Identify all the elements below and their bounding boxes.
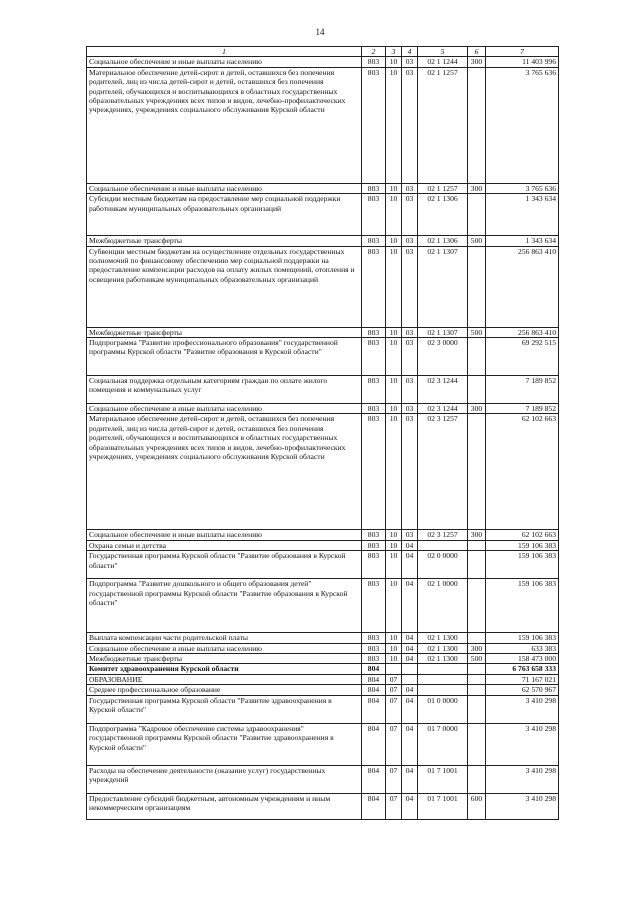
cell-rz xyxy=(386,664,402,674)
cell-sum: 256 863 410 xyxy=(486,246,559,327)
table-row xyxy=(87,765,559,793)
cell-ved: 804 xyxy=(362,765,386,793)
cell-ved: 804 xyxy=(362,664,386,674)
cell-ved: 803 xyxy=(362,530,386,540)
cell-name: Предоставление субсидий бюджетным, автономным учреждениям и иным некоммерческим организациям xyxy=(87,793,362,819)
cell-pr: 03 xyxy=(402,530,418,540)
cell-csr: 02 1 1244 xyxy=(418,57,468,67)
cell-name: Материальное обеспечение детей-сирот и детей, оставшихся без попечения родителей, лиц из числа детей-сирот и детей, оставшихся без попечения родителей, обучающихся и воспитывающихся в областных государственных образовательных учреждениях всех типов и видов, лечебно-профилактических учреждениях, учреждениях социального обслуживания Курской области xyxy=(87,414,362,530)
header-col-ved: 2 xyxy=(362,47,386,57)
cell-sum: 256 863 410 xyxy=(486,327,559,337)
cell-vr: 300 xyxy=(468,57,486,67)
cell-sum: 6 763 658 333 xyxy=(486,664,559,674)
cell-ved: 804 xyxy=(362,793,386,819)
cell-pr xyxy=(402,674,418,684)
cell-csr xyxy=(418,664,468,674)
cell-pr: 03 xyxy=(402,57,418,67)
cell-rz: 10 xyxy=(386,551,402,579)
cell-ved: 804 xyxy=(362,695,386,723)
cell-pr: 04 xyxy=(402,551,418,579)
cell-vr xyxy=(468,765,486,793)
cell-ved: 803 xyxy=(362,643,386,653)
cell-rz: 10 xyxy=(386,633,402,643)
cell-ved: 803 xyxy=(362,551,386,579)
cell-name: Социальное обеспечение и иные выплаты населению xyxy=(87,643,362,653)
cell-rz: 10 xyxy=(386,643,402,653)
cell-name: Расходы на обеспечение деятельности (оказание услуг) государственных учреждений xyxy=(87,765,362,793)
cell-csr: 02 1 1300 xyxy=(418,654,468,664)
cell-vr xyxy=(468,579,486,633)
header-col-csr: 5 xyxy=(418,47,468,57)
cell-name: Социальное обеспечение и иные выплаты населению xyxy=(87,57,362,67)
cell-ved: 803 xyxy=(362,579,386,633)
cell-name: Комитет здравоохранения Курской области xyxy=(87,664,362,674)
cell-sum: 3 410 298 xyxy=(486,765,559,793)
cell-csr: 02 1 1257 xyxy=(418,183,468,193)
cell-ved: 804 xyxy=(362,674,386,684)
cell-rz: 10 xyxy=(386,579,402,633)
cell-vr: 500 xyxy=(468,236,486,246)
cell-name: Социальное обеспечение и иные выплаты населению xyxy=(87,530,362,540)
cell-name: Материальное обеспечение детей-сирот и детей, оставшихся без попечения родителей, лиц из числа детей-сирот и детей, оставшихся без попечения родителей, обучающихся и воспитывающихся в областных государственных образовательных учреждениях всех типов и видов, лечебно-профилактических учреждениях, учреждениях социального обслуживания Курской области xyxy=(87,67,362,183)
table-row xyxy=(87,67,559,183)
cell-name: ОБРАЗОВАНИЕ xyxy=(87,674,362,684)
table-row xyxy=(87,551,559,579)
cell-sum: 7 189 852 xyxy=(486,404,559,414)
cell-sum: 7 189 852 xyxy=(486,376,559,404)
cell-pr: 04 xyxy=(402,695,418,723)
cell-vr xyxy=(468,540,486,550)
cell-name: Социальное обеспечение и иные выплаты населению xyxy=(87,404,362,414)
cell-sum: 62 102 663 xyxy=(486,414,559,530)
table-row xyxy=(87,654,559,664)
cell-vr xyxy=(468,723,486,765)
cell-vr xyxy=(468,633,486,643)
table-row xyxy=(87,404,559,414)
cell-csr: 02 1 1300 xyxy=(418,643,468,653)
cell-rz: 07 xyxy=(386,695,402,723)
cell-rz: 10 xyxy=(386,338,402,376)
cell-sum: 69 292 515 xyxy=(486,338,559,376)
cell-csr: 02 1 1257 xyxy=(418,67,468,183)
cell-sum: 11 403 996 xyxy=(486,57,559,67)
cell-ved: 803 xyxy=(362,57,386,67)
cell-rz: 07 xyxy=(386,765,402,793)
cell-name: Межбюджетные трансферты xyxy=(87,236,362,246)
cell-name: Подпрограмма "Развитие дошкольного и общего образования детей" государственной программы Курской области "Развитие образования в Курской области" xyxy=(87,579,362,633)
cell-vr xyxy=(468,695,486,723)
cell-rz: 07 xyxy=(386,674,402,684)
cell-ved: 803 xyxy=(362,327,386,337)
cell-rz: 07 xyxy=(386,685,402,695)
cell-pr: 04 xyxy=(402,579,418,633)
cell-pr: 03 xyxy=(402,183,418,193)
cell-rz: 10 xyxy=(386,540,402,550)
cell-pr: 04 xyxy=(402,765,418,793)
cell-sum: 1 343 634 xyxy=(486,194,559,236)
cell-csr: 02 3 1257 xyxy=(418,414,468,530)
cell-name: Государственная программа Курской области "Развитие здравоохранения в Курской области" xyxy=(87,695,362,723)
table-row xyxy=(87,633,559,643)
cell-ved: 804 xyxy=(362,723,386,765)
cell-csr: 02 3 1244 xyxy=(418,376,468,404)
cell-pr: 03 xyxy=(402,194,418,236)
cell-csr: 02 1 1300 xyxy=(418,633,468,643)
cell-pr: 03 xyxy=(402,246,418,327)
cell-name: Подпрограмма "Кадровое обеспечение системы здравоохранения" государственной программы Курской области "Развитие здравоохранения в Курской области" xyxy=(87,723,362,765)
cell-pr: 04 xyxy=(402,654,418,664)
cell-pr: 03 xyxy=(402,376,418,404)
cell-pr: 03 xyxy=(402,414,418,530)
table-row xyxy=(87,183,559,193)
cell-csr: 02 1 1306 xyxy=(418,236,468,246)
cell-sum: 62 102 663 xyxy=(486,530,559,540)
cell-csr: 02 3 1257 xyxy=(418,530,468,540)
cell-vr: 500 xyxy=(468,654,486,664)
cell-ved: 803 xyxy=(362,246,386,327)
cell-vr xyxy=(468,551,486,579)
table-row xyxy=(87,236,559,246)
cell-csr: 01 7 0000 xyxy=(418,723,468,765)
cell-sum: 159 106 383 xyxy=(486,551,559,579)
cell-rz: 10 xyxy=(386,246,402,327)
cell-sum: 1 343 634 xyxy=(486,236,559,246)
cell-name: Среднее профессиональное образование xyxy=(87,685,362,695)
cell-rz: 10 xyxy=(386,327,402,337)
cell-vr xyxy=(468,664,486,674)
budget-table xyxy=(86,46,559,820)
cell-pr: 03 xyxy=(402,404,418,414)
cell-ved: 803 xyxy=(362,183,386,193)
cell-csr: 01 7 1001 xyxy=(418,765,468,793)
table-row xyxy=(87,376,559,404)
cell-vr xyxy=(468,376,486,404)
cell-csr xyxy=(418,674,468,684)
cell-ved: 803 xyxy=(362,414,386,530)
cell-name: Межбюджетные трансферты xyxy=(87,654,362,664)
cell-csr: 02 1 0000 xyxy=(418,579,468,633)
table-row xyxy=(87,685,559,695)
cell-ved: 803 xyxy=(362,67,386,183)
cell-vr: 500 xyxy=(468,327,486,337)
cell-vr xyxy=(468,67,486,183)
cell-sum: 158 473 000 xyxy=(486,654,559,664)
cell-sum: 3 765 636 xyxy=(486,67,559,183)
cell-pr: 03 xyxy=(402,67,418,183)
cell-sum: 159 106 383 xyxy=(486,579,559,633)
cell-ved: 803 xyxy=(362,376,386,404)
table-row xyxy=(87,530,559,540)
table-row xyxy=(87,246,559,327)
cell-name: Государственная программа Курской области "Развитие образования в Курской области" xyxy=(87,551,362,579)
cell-ved: 803 xyxy=(362,540,386,550)
cell-ved: 803 xyxy=(362,194,386,236)
cell-rz: 10 xyxy=(386,654,402,664)
cell-pr: 03 xyxy=(402,338,418,376)
cell-vr xyxy=(468,194,486,236)
cell-ved: 803 xyxy=(362,633,386,643)
cell-rz: 07 xyxy=(386,723,402,765)
cell-sum: 62 570 967 xyxy=(486,685,559,695)
header-col-name: 1 xyxy=(87,47,362,57)
header-col-vr: 6 xyxy=(468,47,486,57)
cell-vr xyxy=(468,674,486,684)
cell-pr: 04 xyxy=(402,643,418,653)
cell-name: Субсидии местным бюджетам на предоставление мер социальной поддержки работникам муниципальных образовательных организаций xyxy=(87,194,362,236)
cell-csr: 02 3 0000 xyxy=(418,338,468,376)
cell-rz: 10 xyxy=(386,57,402,67)
cell-ved: 803 xyxy=(362,654,386,664)
cell-rz: 07 xyxy=(386,793,402,819)
table-row xyxy=(87,643,559,653)
header-row xyxy=(87,47,559,57)
cell-name: Выплата компенсации части родительской платы xyxy=(87,633,362,643)
cell-name: Межбюджетные трансферты xyxy=(87,327,362,337)
cell-csr xyxy=(418,685,468,695)
table-row xyxy=(87,57,559,67)
cell-rz: 10 xyxy=(386,414,402,530)
cell-csr: 02 1 1307 xyxy=(418,327,468,337)
cell-vr: 300 xyxy=(468,183,486,193)
cell-sum: 3 765 636 xyxy=(486,183,559,193)
cell-sum: 3 410 298 xyxy=(486,723,559,765)
table-row xyxy=(87,194,559,236)
table-row xyxy=(87,664,559,674)
table-row xyxy=(87,540,559,550)
cell-rz: 10 xyxy=(386,236,402,246)
cell-sum: 3 410 298 xyxy=(486,695,559,723)
cell-pr xyxy=(402,664,418,674)
cell-pr: 04 xyxy=(402,793,418,819)
table-row xyxy=(87,327,559,337)
cell-pr: 04 xyxy=(402,633,418,643)
cell-rz: 10 xyxy=(386,404,402,414)
cell-csr: 02 1 1307 xyxy=(418,246,468,327)
cell-name: Охрана семьи и детства xyxy=(87,540,362,550)
cell-vr xyxy=(468,246,486,327)
cell-pr: 03 xyxy=(402,327,418,337)
cell-csr: 02 0 0000 xyxy=(418,551,468,579)
cell-vr: 300 xyxy=(468,404,486,414)
cell-csr: 01 7 1001 xyxy=(418,793,468,819)
cell-name: Социальное обеспечение и иные выплаты населению xyxy=(87,183,362,193)
cell-csr: 02 3 1244 xyxy=(418,404,468,414)
table-row xyxy=(87,793,559,819)
table-row xyxy=(87,579,559,633)
cell-csr xyxy=(418,540,468,550)
cell-vr xyxy=(468,685,486,695)
cell-csr: 01 0 0000 xyxy=(418,695,468,723)
table-row xyxy=(87,695,559,723)
table-row xyxy=(87,674,559,684)
header-col-pr: 4 xyxy=(402,47,418,57)
cell-sum: 159 106 383 xyxy=(486,540,559,550)
cell-name: Социальная поддержка отдельным категориям граждан по оплате жилого помещения и коммунальных услуг xyxy=(87,376,362,404)
table-row xyxy=(87,338,559,376)
page-number: 14 xyxy=(315,27,325,37)
cell-ved: 804 xyxy=(362,685,386,695)
cell-pr: 03 xyxy=(402,236,418,246)
cell-csr: 02 1 1306 xyxy=(418,194,468,236)
header-col-rz: 3 xyxy=(386,47,402,57)
cell-vr xyxy=(468,414,486,530)
table-row xyxy=(87,414,559,530)
cell-name: Подпрограмма "Развитие профессионального образования" государственной программы Курской области "Развитие образования в Курской области" xyxy=(87,338,362,376)
cell-vr: 300 xyxy=(468,530,486,540)
cell-vr: 300 xyxy=(468,643,486,653)
cell-name: Субвенции местным бюджетам на осуществление отдельных государственных полномочий по финансовому обеспечению мер социальной поддержки на предоставление компенсации расходов на оплату жилых помещений, отопления и освещения работникам муниципальных образовательных организаций xyxy=(87,246,362,327)
cell-ved: 803 xyxy=(362,404,386,414)
cell-vr: 600 xyxy=(468,793,486,819)
cell-rz: 10 xyxy=(386,530,402,540)
table-row xyxy=(87,723,559,765)
cell-rz: 10 xyxy=(386,194,402,236)
cell-sum: 3 410 298 xyxy=(486,793,559,819)
cell-ved: 803 xyxy=(362,338,386,376)
cell-rz: 10 xyxy=(386,376,402,404)
cell-sum: 159 106 383 xyxy=(486,633,559,643)
cell-pr: 04 xyxy=(402,540,418,550)
cell-ved: 803 xyxy=(362,236,386,246)
cell-rz: 10 xyxy=(386,183,402,193)
cell-pr: 04 xyxy=(402,723,418,765)
cell-sum: 71 167 021 xyxy=(486,674,559,684)
cell-rz: 10 xyxy=(386,67,402,183)
cell-sum: 633 383 xyxy=(486,643,559,653)
cell-vr xyxy=(468,338,486,376)
cell-pr: 04 xyxy=(402,685,418,695)
header-col-sum: 7 xyxy=(486,47,559,57)
